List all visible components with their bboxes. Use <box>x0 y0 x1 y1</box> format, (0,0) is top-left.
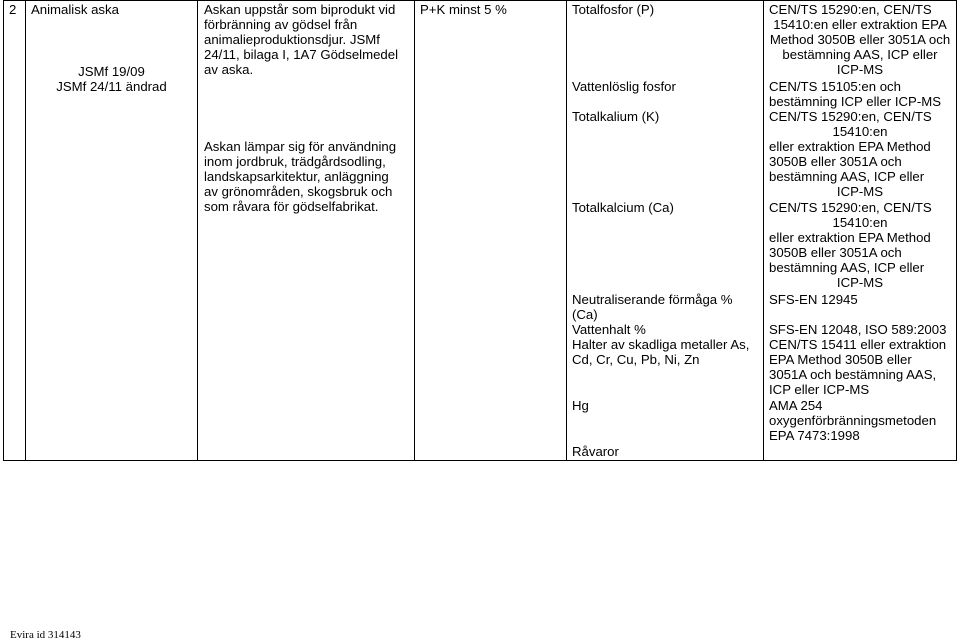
description-line: 24/11, bilaga I, 1A7 Gödselmedel <box>204 47 399 62</box>
method-line: SFS-EN 12945 <box>769 292 858 307</box>
table-top-border <box>3 0 957 1</box>
method-line: CEN/TS 15290:en, CEN/TS <box>769 200 932 215</box>
usage-line: inom jordbruk, trädgårdsodling, <box>204 154 386 169</box>
usage-line: av grönområden, skogsbruk och <box>204 184 393 199</box>
method-line: ICP eller ICP-MS <box>769 382 870 397</box>
usage-line: landskapsarkitektur, anläggning <box>204 169 389 184</box>
parameter-item: Vattenlöslig fosfor <box>572 79 676 94</box>
description-line: förbränning av gödsel från <box>204 17 358 32</box>
requirement: P+K minst 5 % <box>420 2 507 17</box>
parameter-item: Hg <box>572 398 589 413</box>
method-line: bestämning AAS, ICP eller <box>782 47 938 62</box>
method-line: oxygenförbränningsmetoden <box>769 413 937 428</box>
col-border-6 <box>956 0 957 461</box>
col-border-4 <box>566 0 567 461</box>
row-number: 2 <box>9 2 17 17</box>
method-line: CEN/TS 15290:en, CEN/TS <box>769 109 932 124</box>
method-line: 15410:en eller extraktion EPA <box>773 17 947 32</box>
col-border-3 <box>414 0 415 461</box>
method-line: EPA 7473:1998 <box>769 428 860 443</box>
parameter-item: Totalkalium (K) <box>572 109 660 124</box>
method-line: bestämning AAS, ICP eller <box>769 169 925 184</box>
product-name: Animalisk aska <box>31 2 119 17</box>
method-line: CEN/TS 15290:en, CEN/TS <box>769 2 932 17</box>
parameter-item: Råvaror <box>572 444 619 459</box>
usage-line: som råvara för gödselfabrikat. <box>204 199 379 214</box>
method-line: AMA 254 <box>769 398 823 413</box>
parameter-item: Totalfosfor (P) <box>572 2 655 17</box>
method-line: SFS-EN 12048, ISO 589:2003 <box>769 322 947 337</box>
regulation-1: JSMf 19/09 <box>78 64 145 79</box>
method-line: ICP-MS <box>836 184 884 199</box>
description-line: animalieproduktionsdjur. JSMf <box>204 32 380 47</box>
parameter-item: Cd, Cr, Cu, Pb, Ni, Zn <box>572 352 700 367</box>
method-line: eller extraktion EPA Method <box>769 139 931 154</box>
parameter-item: Vattenhalt % <box>572 322 646 337</box>
method-line: ICP-MS <box>836 62 884 77</box>
description-line: av aska. <box>204 62 254 77</box>
parameter-item: Totalkalcium (Ca) <box>572 200 674 215</box>
method-line: Method 3050B eller 3051A och <box>769 32 951 47</box>
regulation-2: JSMf 24/11 ändrad <box>56 79 167 94</box>
method-line: 15410:en <box>832 215 888 230</box>
method-line: EPA Method 3050B eller <box>769 352 912 367</box>
method-line: CEN/TS 15105:en och <box>769 79 901 94</box>
method-line: 3050B eller 3051A och <box>769 154 902 169</box>
usage-line: Askan lämpar sig för användning <box>204 139 397 154</box>
col-border-0 <box>3 0 4 461</box>
method-line: bestämning AAS, ICP eller <box>769 260 925 275</box>
method-line: CEN/TS 15411 eller extraktion <box>769 337 947 352</box>
method-line: 15410:en <box>832 124 888 139</box>
method-line: eller extraktion EPA Method <box>769 230 931 245</box>
method-line: ICP-MS <box>836 275 884 290</box>
description-line: Askan uppstår som biprodukt vid <box>204 2 396 17</box>
col-border-2 <box>197 0 198 461</box>
parameter-item: (Ca) <box>572 307 598 322</box>
parameter-item: Neutraliserande förmåga % <box>572 292 733 307</box>
parameter-item: Halter av skadliga metaller As, <box>572 337 750 352</box>
method-line: bestämning ICP eller ICP-MS <box>769 94 941 109</box>
document-id-footer: Evira id 314143 <box>10 629 81 641</box>
method-line: 3050B eller 3051A och <box>769 245 902 260</box>
method-line: 3051A och bestämning AAS, <box>769 367 937 382</box>
table-bottom-border <box>3 460 957 461</box>
